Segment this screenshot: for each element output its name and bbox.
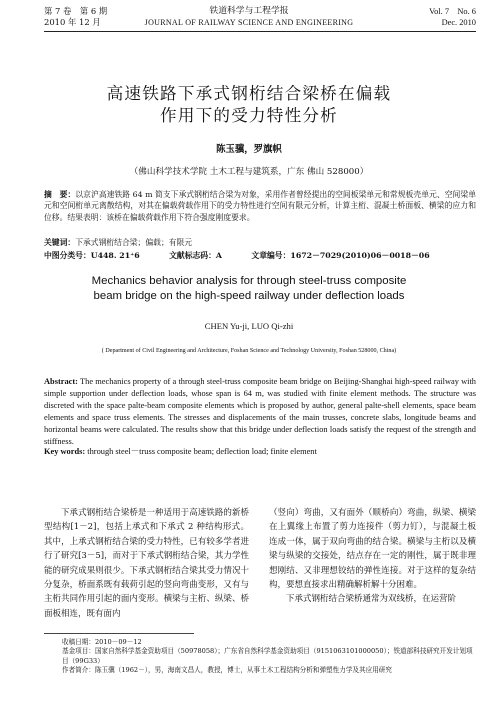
footnote-rule	[44, 633, 194, 634]
journal-name	[0, 6, 498, 28]
keywords-en	[44, 446, 476, 458]
issue-info-en	[429, 6, 476, 28]
affiliation-zh: （佛山科学技术学院 土木工程与建筑系，广东 佛山 528000）	[129, 167, 369, 177]
footnote	[62, 638, 476, 676]
article-number: 文章编号：1672－7029(2010)06－0018－06	[251, 251, 430, 260]
title-en-line-1: Mechanics behavior analysis for through steel-truss composite	[91, 275, 407, 287]
title-en	[0, 274, 498, 303]
keywords-en-text: through steel－truss composite beam; deflection load; finite element	[87, 447, 317, 456]
fund-info: 基金项目：国家自然科学基金资助项目（50978058）；广东省自然科学基金资助项目（9151063101000050）；铁道部科技研究开发计划项目（99G33）	[62, 647, 473, 665]
journal-name-en: JOURNAL OF RAILWAY SCIENCE AND ENGINEERING	[144, 18, 354, 27]
abstract-en-text: The mechanics property of a through steel-truss composite beam bridge on Beijing-Shanghai high-speed railway with simple supportion under deflection loads, whose span is 64 m, was studied with finite element methods. The structure was discreted with the space palte-beam composite elements which is proposed by author, general palte-shell elements, space beam elements and space truss elements. The stresses and displacements of the main trusses, concrete slabs, longitude beams and horizontal beams were calculated. The results show that this bridge under deflection loads satisfy the request of the strength and stiffness.	[44, 377, 476, 446]
keywords-zh-text: 下承式钢桁结合梁；偏载；有限元	[75, 238, 193, 247]
abstract-en	[44, 376, 476, 448]
abstract-en-label: Abstract:	[44, 377, 78, 386]
title-zh-line-2: 作用下的受力特性分析	[160, 106, 338, 125]
authors-zh: 陈玉骥，罗旗帜	[216, 144, 282, 155]
body-right-column	[269, 506, 476, 607]
abstract-zh-label: 摘 要：	[44, 190, 76, 199]
issue-date-en: Dec. 2010	[441, 18, 476, 27]
keywords-zh-label: 关键词：	[44, 238, 76, 247]
authors-en: CHEN Yu-ji, LUO Qi-zhi	[204, 321, 294, 331]
document-code: 文献标志码：A	[169, 251, 222, 260]
journal-name-zh: 铁道科学与工程学报	[209, 6, 289, 16]
abstract-zh	[44, 189, 476, 223]
title-zh	[0, 83, 498, 127]
issue-date-zh: 2010 年 12 月	[44, 17, 101, 27]
title-en-line-2: beam bridge on the high-speed railway under deflection loads	[93, 289, 405, 302]
classification-line	[44, 250, 476, 261]
abstract-zh-text: 以京沪高速铁路 64 m 简支下承式钢桁结合梁为对象，采用作者曾经提出的空间板梁单元和常规板壳单元、空间梁单元和空间桁单元离散结构，对其在偏载荷载作用下的受力特性进行空间有限元分析，计算主桁、混凝土桥面板、横梁的应力和位移。结果表明：该桥在偏载荷载作用下符合强度刚度要求。	[44, 190, 477, 222]
author-bio: 作者简介：陈玉骥（1962－），男，海南文昌人，教授，博士，从事土木工程结构分析和弹塑性力学及其应用研究	[62, 666, 392, 675]
keywords-en-label: Key words:	[44, 447, 86, 456]
received-date: 收稿日期：2010－09－12	[62, 638, 142, 646]
keywords-zh	[44, 237, 476, 248]
header-rule	[44, 31, 476, 32]
volume-number-en: Vol. 7 No. 6	[429, 7, 476, 16]
title-zh-line-1: 高速铁路下承式钢桁结合梁桥在偏载	[106, 84, 392, 103]
body-left-column	[44, 506, 249, 621]
affiliation-en: ( Department of Civil Engineering and Architecture, Foshan Science and Technology University, Foshan 528000, China)	[101, 348, 397, 354]
body-paragraph: 下承式钢桁结合梁桥是一种适用于高速铁路的新桥型结构[1－2]，包括上承式和下承式 2 种结构形式。其中，上承式钢桁结合梁的受力特性，已有较多学者进行了研究[3－5]，而对于下承式钢桁结合梁，其力学性能的研究成果则很少。下承式钢桁结合梁其受力情况十分复杂，桥面系既有载荷引起的竖向弯曲变形，又有与主桁共同作用引起的面内变形。横梁与主桁、纵梁、桥面板相连，既有面内	[44, 508, 249, 619]
body-paragraph: （竖向）弯曲，又有面外（顺桥向）弯曲，纵梁、横梁在上翼缘上布置了剪力连接件（剪力钉），与混凝土板连成一体，属于双向弯曲的结合梁。横梁与主桁以及横梁与纵梁的交接处，结点存在一定的刚性，属于既非理想刚结、又非理想铰结的弹性连接。对于这样的复杂结构，要想直接求出精确解析解十分困难。	[269, 508, 476, 591]
body-paragraph: 下承式钢桁结合梁桥通常为双线桥，在运营阶	[286, 594, 457, 605]
clc-number: 中图分类号：U448. 21⁺6	[44, 251, 140, 260]
issue-number-zh: 第 7 卷 第 6 期	[44, 6, 108, 16]
